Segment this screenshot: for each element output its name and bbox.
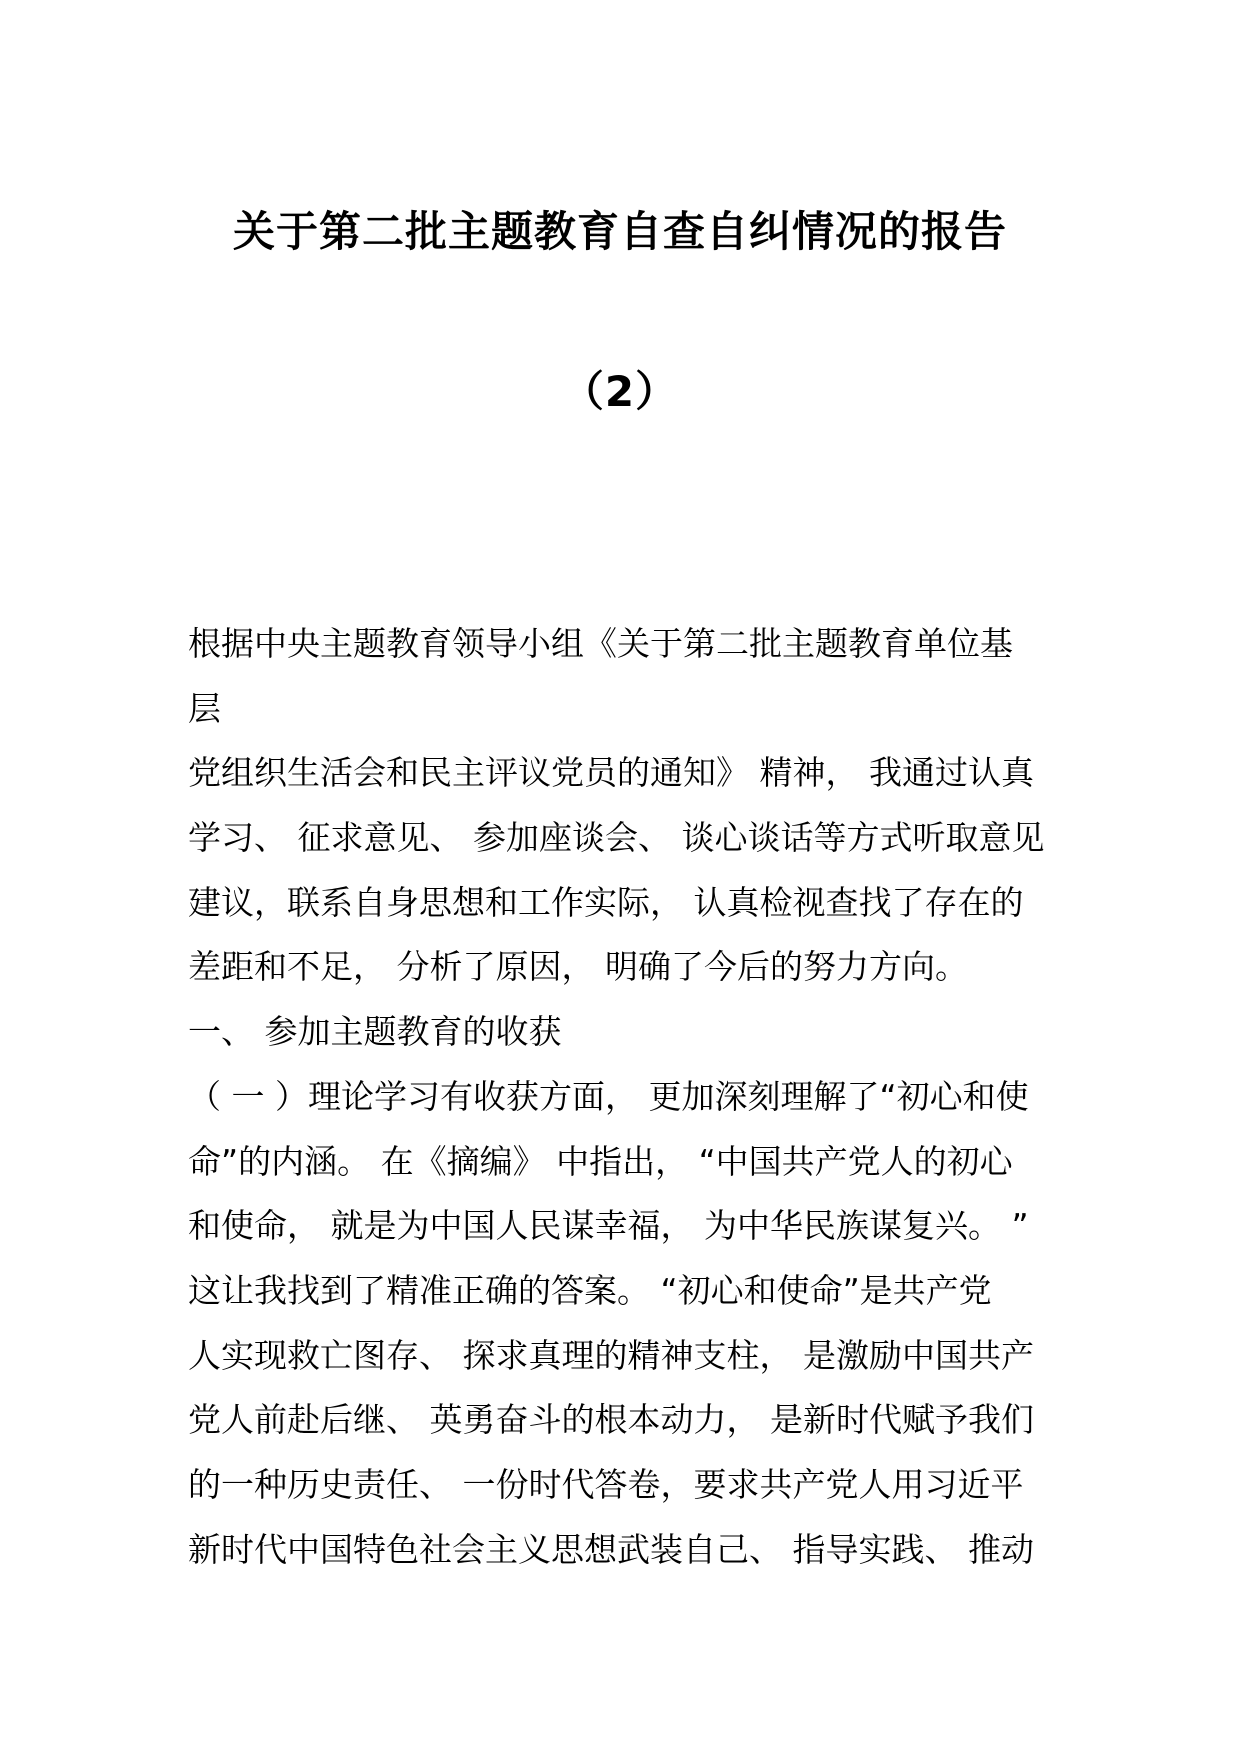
body-line: 命”的内涵。 在《摘编》 中指出， “中国共产党人的初心 <box>188 1141 1013 1181</box>
body-line: 根据中央主题教育领导小组《关于第二批主题教育单位基 <box>188 624 1013 663</box>
body-line: 层 <box>188 688 221 728</box>
body-line: 党人前赴后继、 英勇奋斗的根本动力， 是新时代赋予我们 <box>188 1400 1034 1440</box>
document-title: 关于第二批主题教育自查自纠情况的报告 <box>232 207 1007 256</box>
body-line: 党组织生活会和民主评议党员的通知》 精神， 我通过认真 <box>188 753 1034 793</box>
section-heading: 一、 参加主题教育的收获 <box>188 1012 562 1052</box>
body-line: 的一种历史责任、 一份时代答卷，要求共产党人用习近平 <box>188 1464 1024 1504</box>
body-line: （ 一 ）理论学习有收获方面， 更加深刻理解了“初心和使 <box>188 1076 1029 1116</box>
document-body <box>188 612 1058 1582</box>
body-line: 人实现救亡图存、 探求真理的精神支柱， 是激励中国共产 <box>188 1335 1034 1375</box>
body-line: 新时代中国特色社会主义思想武装自己、 指导实践、 推动 <box>188 1529 1034 1569</box>
document-title-part-number: （2） <box>561 367 679 416</box>
body-line: 差距和不足， 分析了原因， 明确了今后的努力方向。 <box>188 947 968 987</box>
body-line: 这让我找到了精准正确的答案。 “初心和使命”是共产党 <box>188 1270 992 1310</box>
body-line: 学习、 征求意见、 参加座谈会、 谈心谈话等方式听取意见 <box>188 818 1045 858</box>
body-line: 和使命， 就是为中国人民谋幸福， 为中华民族谋复兴。 ” <box>188 1206 1029 1246</box>
body-line: 建议，联系自身思想和工作实际， 认真检视查找了存在的 <box>188 882 1024 922</box>
